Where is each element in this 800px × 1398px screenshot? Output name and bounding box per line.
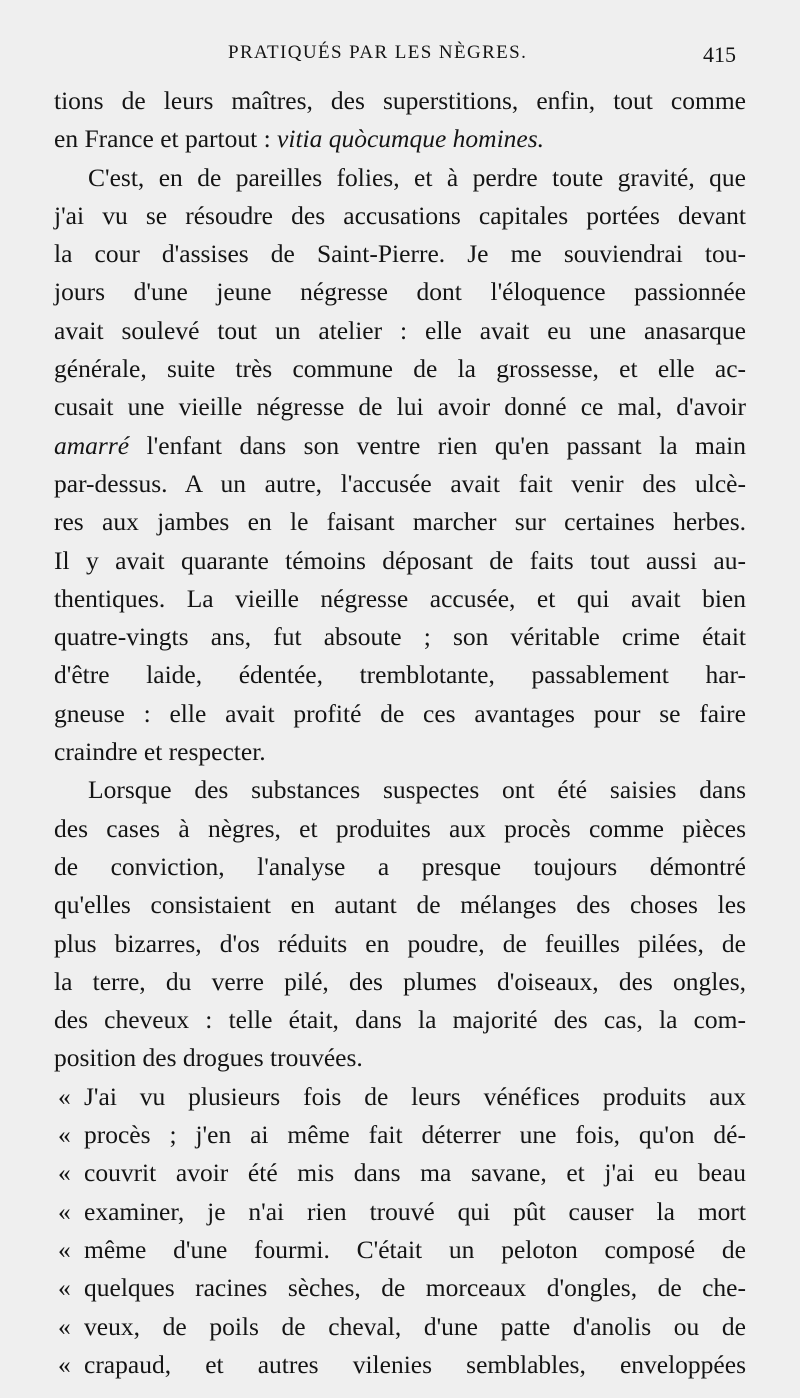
text-segment: d'être laide, édentée, tremblotante, passablement har- bbox=[54, 660, 746, 690]
quote-mark: « bbox=[58, 1349, 71, 1379]
text-line bbox=[54, 1116, 746, 1154]
text-segment: procès ; j'en ai même fait déterrer une fois, qu'on dé- bbox=[84, 1120, 746, 1150]
text-segment: couvrit avoir été mis dans ma savane, et j'ai eu beau bbox=[84, 1158, 746, 1188]
text-line bbox=[54, 1039, 746, 1077]
running-title: PRATIQUÉS PAR LES NÈGRES. bbox=[228, 42, 528, 63]
body-text bbox=[54, 82, 746, 1384]
text-segment: générale, suite très commune de la grossesse, et elle ac- bbox=[54, 354, 746, 384]
text-segment: de conviction, l'analyse a presque toujours démontré bbox=[54, 851, 746, 881]
text-segment: des cheveux : telle était, dans la majorité des cas, la com- bbox=[54, 1005, 746, 1035]
text-line bbox=[54, 733, 746, 771]
text-line bbox=[54, 580, 746, 618]
text-line bbox=[54, 848, 746, 886]
text-segment: même d'une fourmi. C'était un peloton composé de bbox=[84, 1234, 746, 1264]
text-segment: des cases à nègres, et produites aux procès comme pièces bbox=[54, 813, 746, 843]
text-segment: craindre et respecter. bbox=[54, 737, 266, 767]
quote-mark: « bbox=[58, 1120, 71, 1150]
text-line bbox=[54, 388, 746, 426]
text-segment: veux, de poils de cheval, d'une patte d'anolis ou de bbox=[84, 1311, 746, 1341]
text-segment: par-dessus. A un autre, l'accusée avait fait venir des ulcè- bbox=[54, 468, 746, 498]
text-line bbox=[54, 656, 746, 694]
text-line bbox=[54, 1001, 746, 1039]
text-line bbox=[54, 427, 746, 465]
text-line bbox=[54, 886, 746, 924]
text-line bbox=[54, 618, 746, 656]
quote-mark: « bbox=[58, 1158, 71, 1188]
quote-mark: « bbox=[58, 1234, 71, 1264]
text-line bbox=[54, 1154, 746, 1192]
text-segment: C'est, en de pareilles folies, et à perdre toute gravité, que bbox=[88, 162, 746, 192]
page-header bbox=[0, 40, 800, 76]
text-segment: thentiques. La vieille négresse accusée, et qui avait bien bbox=[54, 583, 746, 613]
text-line bbox=[54, 925, 746, 963]
text-line bbox=[54, 503, 746, 541]
text-segment: Il y avait quarante témoins déposant de faits tout aussi au- bbox=[54, 545, 746, 575]
text-segment: la terre, du verre pilé, des plumes d'oiseaux, des ongles, bbox=[54, 966, 746, 996]
italic-text: amarré bbox=[54, 430, 130, 460]
text-line bbox=[54, 197, 746, 235]
quote-mark: « bbox=[58, 1273, 71, 1303]
text-segment: res aux jambes en le faisant marcher sur certaines herbes. bbox=[54, 507, 746, 537]
text-line bbox=[54, 542, 746, 580]
text-line bbox=[54, 465, 746, 503]
text-segment: l'enfant dans son ventre rien qu'en passant la main bbox=[129, 430, 746, 460]
quote-mark: « bbox=[58, 1311, 71, 1341]
quote-mark: « bbox=[58, 1196, 71, 1226]
text-segment: avait soulevé tout un atelier : elle avait eu une anasarque bbox=[54, 315, 746, 345]
text-line bbox=[54, 82, 746, 120]
text-line bbox=[54, 1346, 746, 1384]
text-segment: en France et partout : bbox=[54, 124, 278, 154]
text-segment: Lorsque des substances suspectes ont été saisies dans bbox=[88, 775, 746, 805]
text-segment: quatre-vingts ans, fut absoute ; son véritable crime était bbox=[54, 622, 746, 652]
text-segment: crapaud, et autres vilenies semblables, enveloppées bbox=[84, 1349, 746, 1379]
text-line bbox=[54, 1308, 746, 1346]
text-segment: J'ai vu plusieurs fois de leurs vénéfices produits aux bbox=[84, 1081, 746, 1111]
text-segment: cusait une vieille négresse de lui avoir donné ce mal, d'avoir bbox=[54, 392, 746, 422]
text-line bbox=[54, 159, 746, 197]
text-line bbox=[54, 1193, 746, 1231]
page-number: 415 bbox=[703, 42, 736, 67]
text-line bbox=[54, 120, 746, 158]
text-line bbox=[54, 1231, 746, 1269]
text-segment: quelques racines sèches, de morceaux d'ongles, de che- bbox=[84, 1273, 746, 1303]
text-segment: plus bizarres, d'os réduits en poudre, de feuilles pilées, de bbox=[54, 928, 746, 958]
text-line bbox=[54, 771, 746, 809]
quote-mark: « bbox=[58, 1081, 71, 1111]
text-segment: examiner, je n'ai rien trouvé qui pût causer la mort bbox=[84, 1196, 746, 1226]
text-segment: tions de leurs maîtres, des superstitions, enfin, tout comme bbox=[54, 86, 746, 115]
text-line bbox=[54, 312, 746, 350]
italic-text: vitia quòcumque homines. bbox=[277, 124, 545, 154]
text-segment: la cour d'assises de Saint-Pierre. Je me souviendrai tou- bbox=[54, 239, 746, 269]
text-line bbox=[54, 963, 746, 1001]
text-line bbox=[54, 1269, 746, 1307]
text-segment: j'ai vu se résoudre des accusations capitales portées devant bbox=[54, 200, 746, 230]
text-line bbox=[54, 810, 746, 848]
text-segment: jours d'une jeune négresse dont l'éloquence passionnée bbox=[54, 277, 746, 307]
text-line bbox=[54, 350, 746, 388]
text-line bbox=[54, 235, 746, 273]
text-line bbox=[54, 273, 746, 311]
text-line bbox=[54, 695, 746, 733]
text-segment: qu'elles consistaient en autant de mélanges des choses les bbox=[54, 890, 746, 920]
text-segment: gneuse : elle avait profité de ces avantages pour se faire bbox=[54, 698, 746, 728]
text-segment: position des drogues trouvées. bbox=[54, 1043, 363, 1073]
text-line bbox=[54, 1078, 746, 1116]
